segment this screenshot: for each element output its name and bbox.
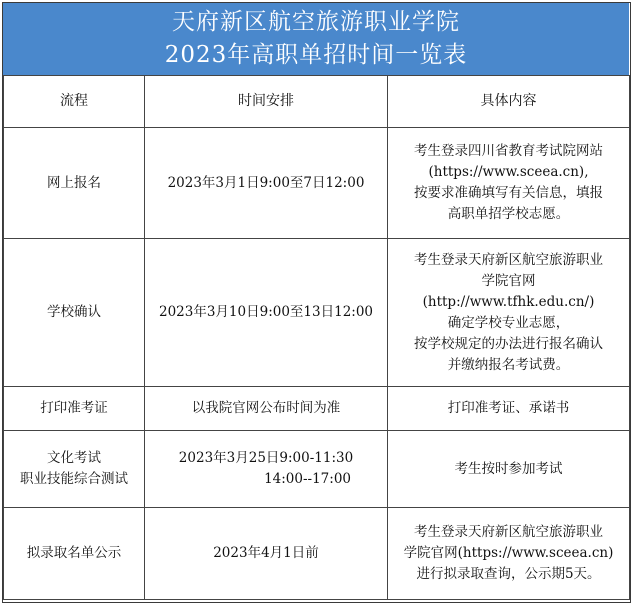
time-cell: 2023年3月25日9:00-11:30 14:00--17:00 (145, 431, 388, 508)
time-cell: 2023年3月10日9:00至13日12:00 (145, 239, 388, 387)
step-cell: 拟录取名单公示 (4, 508, 145, 600)
title-banner (3, 3, 629, 75)
page-subtitle: 2023年高职单招时间一览表 (164, 42, 468, 68)
column-header-step: 流程 (4, 76, 145, 128)
content-cell: 考生按时参加考试 (388, 431, 630, 508)
table-header-row (4, 76, 630, 128)
table-row (4, 431, 630, 508)
column-header-time: 时间安排 (145, 76, 388, 128)
time-cell: 以我院官网公布时间为准 (145, 387, 388, 431)
schedule-frame (2, 2, 631, 603)
table-row (4, 128, 630, 239)
step-cell: 学校确认 (4, 239, 145, 387)
content-cell: 考生登录天府新区航空旅游职业 学院官网 (http://www.tfhk.edu.cn/) 确定学校专业志愿， 按学校规定的办法进行报名确认 并缴纳报名考试费。 (388, 239, 630, 387)
step-cell: 打印准考证 (4, 387, 145, 431)
time-cell: 2023年3月1日9:00至7日12:00 (145, 128, 388, 239)
content-cell: 考生登录四川省教育考试院网站 (https://www.sceea.cn), 按要求准确填写有关信息，填报 高职单招学校志愿。 (388, 128, 630, 239)
column-header-content: 具体内容 (388, 76, 630, 128)
time-cell: 2023年4月1日前 (145, 508, 388, 600)
content-cell: 打印准考证、承诺书 (388, 387, 630, 431)
content-cell: 考生登录天府新区航空旅游职业 学院官网(https://www.sceea.cn) 进行拟录取查询，公示期5天。 (388, 508, 630, 600)
schedule-table (3, 75, 630, 600)
table-row (4, 387, 630, 431)
table-row (4, 508, 630, 600)
page-title: 天府新区航空旅游职业学院 (172, 9, 460, 35)
step-cell: 网上报名 (4, 128, 145, 239)
table-row (4, 239, 630, 387)
step-cell: 文化考试 职业技能综合测试 (4, 431, 145, 508)
